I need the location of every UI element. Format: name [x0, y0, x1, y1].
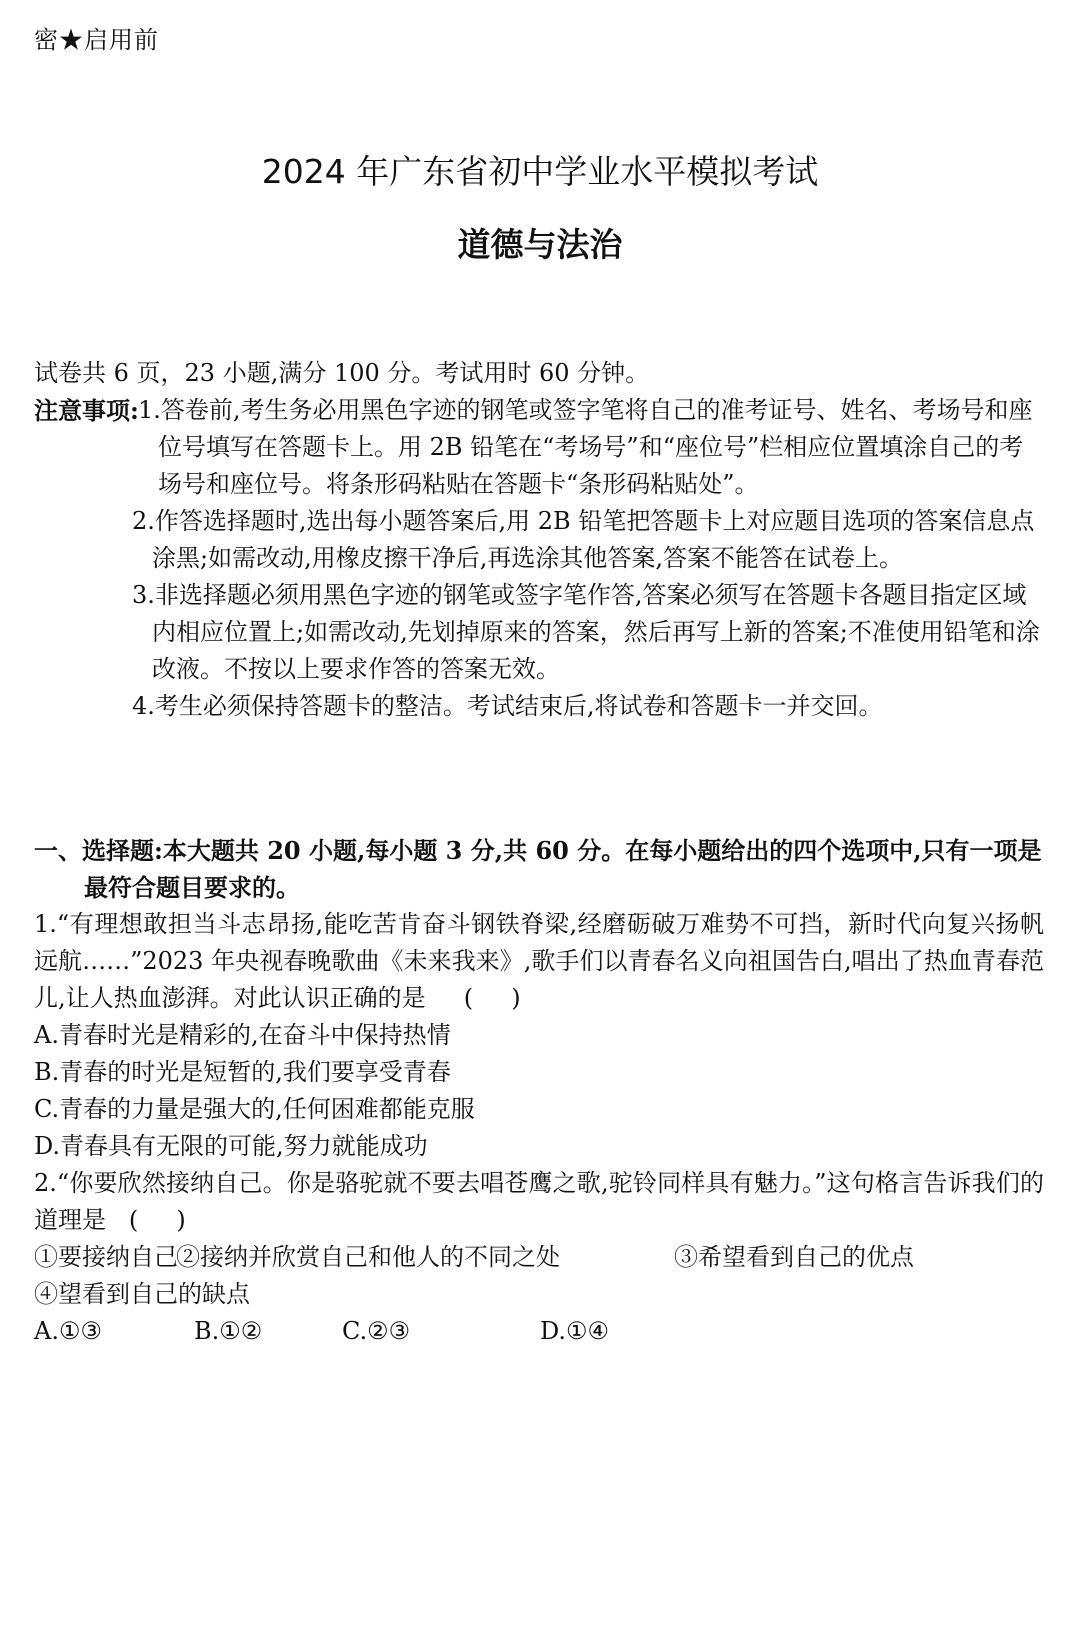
question-1-option-a: A.青春时光是精彩的,在奋斗中保持热情: [34, 1021, 451, 1049]
notice-items: [138, 392, 1044, 503]
question-2-stem-text: 2.“你要欣然接纳自己。你是骆驼就不要去唱苍鹰之歌,驼铃同样具有魅力。”这句格言告诉我们的道理是: [34, 1169, 1044, 1234]
question-2-statement-2: ②接纳并欣赏自己和他人的不同之处: [176, 1243, 560, 1271]
question-1-option-b: B.青春的时光是短暂的,我们要享受青春: [34, 1058, 451, 1086]
question-2-choice-c: C.②③: [342, 1317, 411, 1345]
question-1-answer-paren: ( ): [425, 984, 521, 1012]
exam-subject: 道德与法治: [457, 225, 623, 264]
question-2-stem: [34, 1165, 1044, 1239]
notice-rest: [34, 503, 1044, 725]
exam-title: 2024 年广东省初中学业水平模拟考试: [261, 152, 819, 191]
notice-item-1: 1.答卷前,考生务必用黑色字迹的钢笔或签字笔将自己的准考证号、姓名、考场号和座位号填写在答题卡上。用 2B 铅笔在“考场号”和“座位号”栏相应位置填涂自己的考场号和座位号。将条形码粘贴在答题卡“条形码粘贴处”。: [138, 396, 1033, 498]
question-1: [34, 906, 1044, 1165]
question-2-choice-b: B.①②: [194, 1317, 263, 1345]
question-1-stem: [34, 906, 1044, 1017]
secret-mark: 密★启用前: [34, 26, 159, 54]
question-2-statements: [34, 1239, 1044, 1276]
question-2-statement-4-row: [34, 1276, 1044, 1313]
notice-label: 注意事项:: [34, 396, 139, 425]
notice-item-4: 4.考生必须保持答题卡的整洁。考试结束后,将试卷和答题卡一并交回。: [132, 692, 883, 720]
notice-item-2: 2.作答选择题时,选出每小题答案后,用 2B 铅笔把答题卡上对应题目选项的答案信息点涂黑;如需改动,用橡皮擦干净后,再选涂其他答案,答案不能答在试卷上。: [132, 507, 1035, 572]
question-2-statement-4: ④望看到自己的缺点: [34, 1280, 250, 1308]
question-2-choices: [34, 1313, 1044, 1350]
question-2-statement-3: ③希望看到自己的优点: [674, 1243, 914, 1271]
section-multiple-choice: [34, 832, 1044, 1350]
question-2-statement-1: ①要接纳自己: [34, 1243, 178, 1271]
section-heading: 一、选择题:本大题共 20 小题,每小题 3 分,共 60 分。在每小题给出的四个选项中,只有一项是最符合题目要求的。: [34, 836, 1042, 902]
question-2-choice-a: A.①③: [34, 1317, 102, 1345]
question-2-choice-d: D.①④: [540, 1317, 610, 1345]
notice-row: [34, 392, 1044, 503]
notice-item-3: 3.非选择题必须用黑色字迹的钢笔或签字笔作答,答案必须写在答题卡各题目指定区域内相应位置上;如需改动,先划掉原来的答案，然后再写上新的答案;不准使用铅笔和涂改液。不按以上要求作答的答案无效。: [132, 581, 1040, 683]
notice-block: [34, 392, 1044, 725]
question-1-stem-text: 1.“有理想敢担当斗志昂扬,能吃苦肯奋斗钢铁脊梁,经磨砺破万难势不可挡，新时代向复兴扬帆远航……”2023 年央视春晚歌曲《未来我来》,歌手们以青春名义向祖国告白,唱出了热血青春范儿,让人热血澎湃。对此认识正确的是: [34, 910, 1044, 1012]
question-2: [34, 1165, 1044, 1350]
exam-info: 试卷共 6 页，23 小题,满分 100 分。考试用时 60 分钟。: [34, 359, 650, 387]
question-1-option-d: D.青春具有无限的可能,努力就能成功: [34, 1132, 428, 1160]
question-1-option-c: C.青春的力量是强大的,任何困难都能克服: [34, 1095, 475, 1123]
question-2-answer-paren: ( ): [106, 1206, 186, 1234]
